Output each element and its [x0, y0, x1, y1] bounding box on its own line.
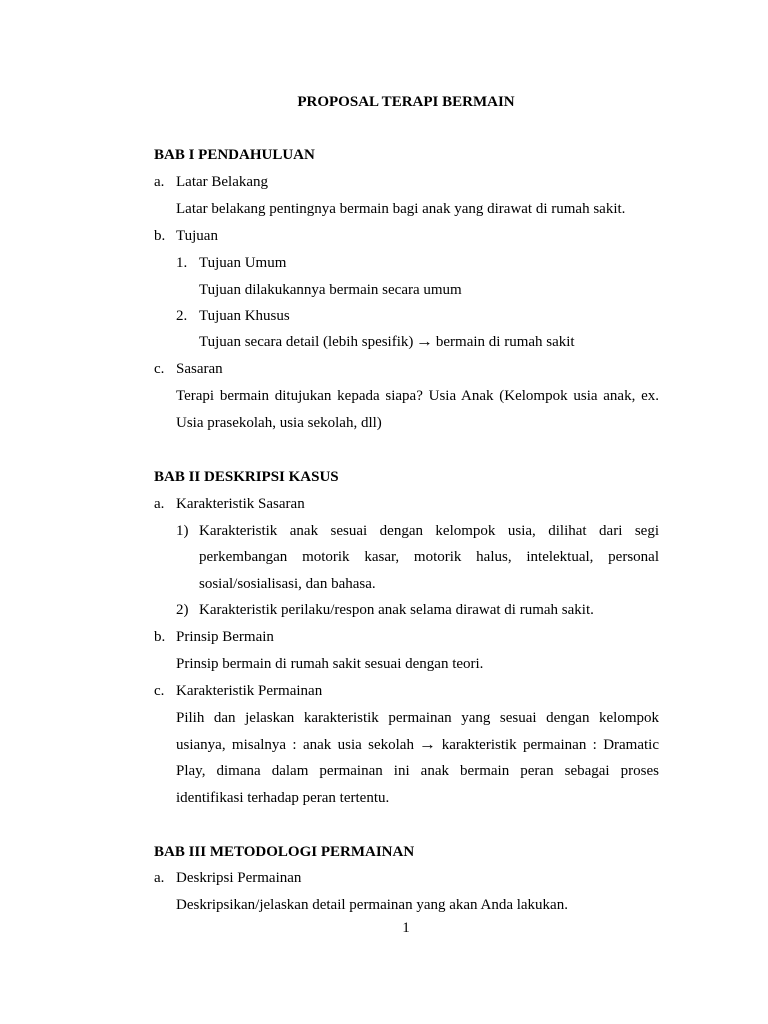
subsection-label: Prinsip Bermain — [176, 629, 274, 645]
subitem-label: Tujuan Umum — [199, 255, 287, 271]
document-title: PROPOSAL TERAPI BERMAIN — [297, 94, 515, 110]
list-marker: 2. — [176, 308, 188, 324]
paragraph-line: sosial/sosialisasi, dan bahasa. — [199, 576, 376, 592]
list-marker: a. — [154, 496, 165, 512]
paragraph-line — [176, 735, 659, 755]
section-heading-bab3: BAB III METODOLOGI PERMAINAN — [154, 844, 415, 860]
paragraph-line: identifikasi terhadap peran tertentu. — [176, 790, 390, 806]
arrow-right-icon: → — [419, 737, 437, 753]
subsection-label: Latar Belakang — [176, 174, 269, 190]
arrow-right-icon: → — [416, 334, 434, 350]
section-heading-bab2: BAB II DESKRIPSI KASUS — [154, 469, 339, 485]
subitem-label: Tujuan Khusus — [199, 308, 290, 324]
paragraph-line: perkembangan motorik kasar, motorik halus, intelektual, personal — [199, 549, 659, 565]
paragraph-text: Prinsip bermain di rumah sakit sesuai dengan teori. — [176, 656, 484, 672]
paragraph-text — [199, 332, 575, 352]
paragraph-text: Karakteristik perilaku/respon anak selama dirawat di rumah sakit. — [199, 602, 594, 618]
list-marker: 1. — [176, 255, 188, 271]
paragraph-text: Latar belakang pentingnya bermain bagi anak yang dirawat di rumah sakit. — [176, 201, 626, 217]
list-marker: b. — [154, 228, 166, 244]
list-marker: 1) — [176, 523, 189, 539]
subsection-label: Karakteristik Permainan — [176, 683, 323, 699]
paragraph-line: Karakteristik anak sesuai dengan kelompok usia, dilihat dari segi — [199, 523, 659, 539]
list-marker: a. — [154, 174, 165, 190]
list-marker: c. — [154, 361, 165, 377]
paragraph-text: Deskripsikan/jelaskan detail permainan yang akan Anda lakukan. — [176, 897, 568, 913]
text-segment: bermain di rumah sakit — [435, 334, 575, 350]
subsection-label: Sasaran — [176, 361, 223, 377]
subsection-label: Tujuan — [176, 228, 218, 244]
section-heading-bab1: BAB I PENDAHULUAN — [154, 147, 315, 163]
list-marker: 2) — [176, 602, 189, 618]
paragraph-line: Pilih dan jelaskan karakteristik permainan yang sesuai dengan kelompok — [176, 710, 659, 726]
page-number: 1 — [402, 920, 410, 936]
list-marker: b. — [154, 629, 166, 645]
paragraph-line: Usia prasekolah, usia sekolah, dll) — [176, 415, 382, 431]
subsection-label: Deskripsi Permainan — [176, 870, 302, 886]
text-segment: Tujuan secara detail (lebih spesifik) — [199, 334, 414, 350]
paragraph-text: Tujuan dilakukannya bermain secara umum — [199, 282, 462, 298]
text-segment: usianya, misalnya : anak usia sekolah — [176, 737, 414, 753]
list-marker: a. — [154, 870, 165, 886]
text-segment: karakteristik permainan : Dramatic — [441, 737, 659, 753]
subsection-label: Karakteristik Sasaran — [176, 496, 305, 512]
paragraph-line: Play, dimana dalam permainan ini anak bermain peran sebagai proses — [176, 763, 659, 779]
list-marker: c. — [154, 683, 165, 699]
paragraph-line: Terapi bermain ditujukan kepada siapa? Usia Anak (Kelompok usia anak, ex. — [176, 388, 659, 404]
